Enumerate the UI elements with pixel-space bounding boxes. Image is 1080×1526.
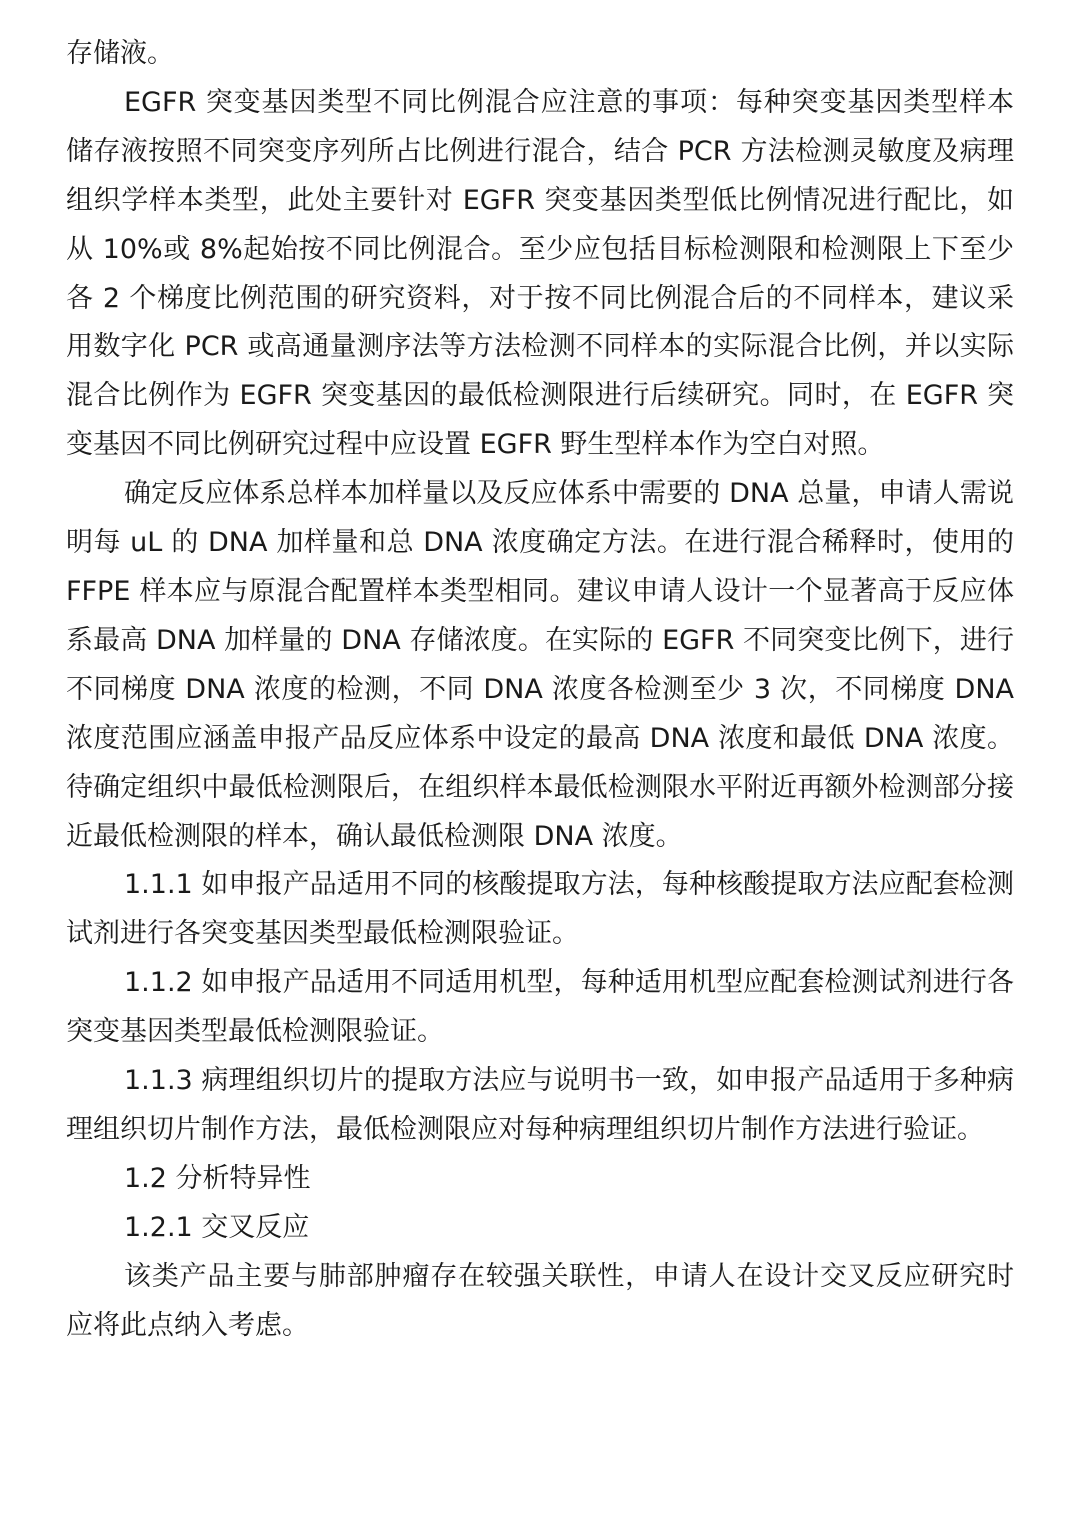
document-page (66, 30, 1014, 1350)
paragraph-dna-amount: 确定反应体系总样本加样量以及反应体系中需要的 DNA 总量，申请人需说明每 uL 的 DNA 加样量和总 DNA 浓度确定方法。在进行混合稀释时，使用的 FFPE 样本应与原混合配置样本类型相同。建议申请人设计一个显著高于反应体系最高 DNA 加样量的 DNA 存储浓度。在实际的 EGFR 不同突变比例下，进行不同梯度 DNA 浓度的检测，不同 DNA 浓度各检测至少 3 次，不同梯度 DNA 浓度范围应涵盖申报产品反应体系中设定的最高 DNA 浓度和最低 DNA 浓度。待确定组织中最低检测限后，在组织样本最低检测限水平附近再额外检测部分接近最低检测限的样本，确认最低检测限 DNA 浓度。 (66, 478, 1014, 852)
paragraph-1-1-2: 1.1.2 如申报产品适用不同适用机型，每种适用机型应配套检测试剂进行各突变基因类型最低检测限验证。 (66, 967, 1014, 1048)
paragraph-1-1-3: 1.1.3 病理组织切片的提取方法应与说明书一致，如申报产品适用于多种病理组织切片制作方法，最低检测限应对每种病理组织切片制作方法进行验证。 (66, 1065, 1014, 1145)
paragraph-cross-reaction: 该类产品主要与肺部肿瘤存在较强关联性，申请人在设计交叉反应研究时应将此点纳入考虑。 (66, 1260, 1014, 1341)
heading-1-2-1: 1.2.1 交叉反应 (124, 1211, 310, 1243)
heading-1-2: 1.2 分析特异性 (124, 1162, 311, 1194)
paragraph-1-1-1: 1.1.1 如申报产品适用不同的核酸提取方法，每种核酸提取方法应配套检测试剂进行各突变基因类型最低检测限验证。 (66, 869, 1014, 950)
paragraph-storage-fluid: 存储液。 (66, 38, 174, 69)
paragraph-egfr-mixing: EGFR 突变基因类型不同比例混合应注意的事项：每种突变基因类型样本储存液按照不同突变序列所占比例进行混合，结合 PCR 方法检测灵敏度及病理组织学样本类型，此处主要针对 EGFR 突变基因类型低比例情况进行配比，如从 10%或 8%起始按不同比例混合。至少应包括目标检测限和检测限上下至少各 2 个梯度比例范围的研究资料，对于按不同比例混合后的不同样本，建议采用数字化 PCR 或高通量测序法等方法检测不同样本的实际混合比例，并以实际混合比例作为 EGFR 突变基因的最低检测限进行后续研究。同时，在 EGFR 突变基因不同比例研究过程中应设置 EGFR 野生型样本作为空白对照。 (66, 86, 1014, 461)
